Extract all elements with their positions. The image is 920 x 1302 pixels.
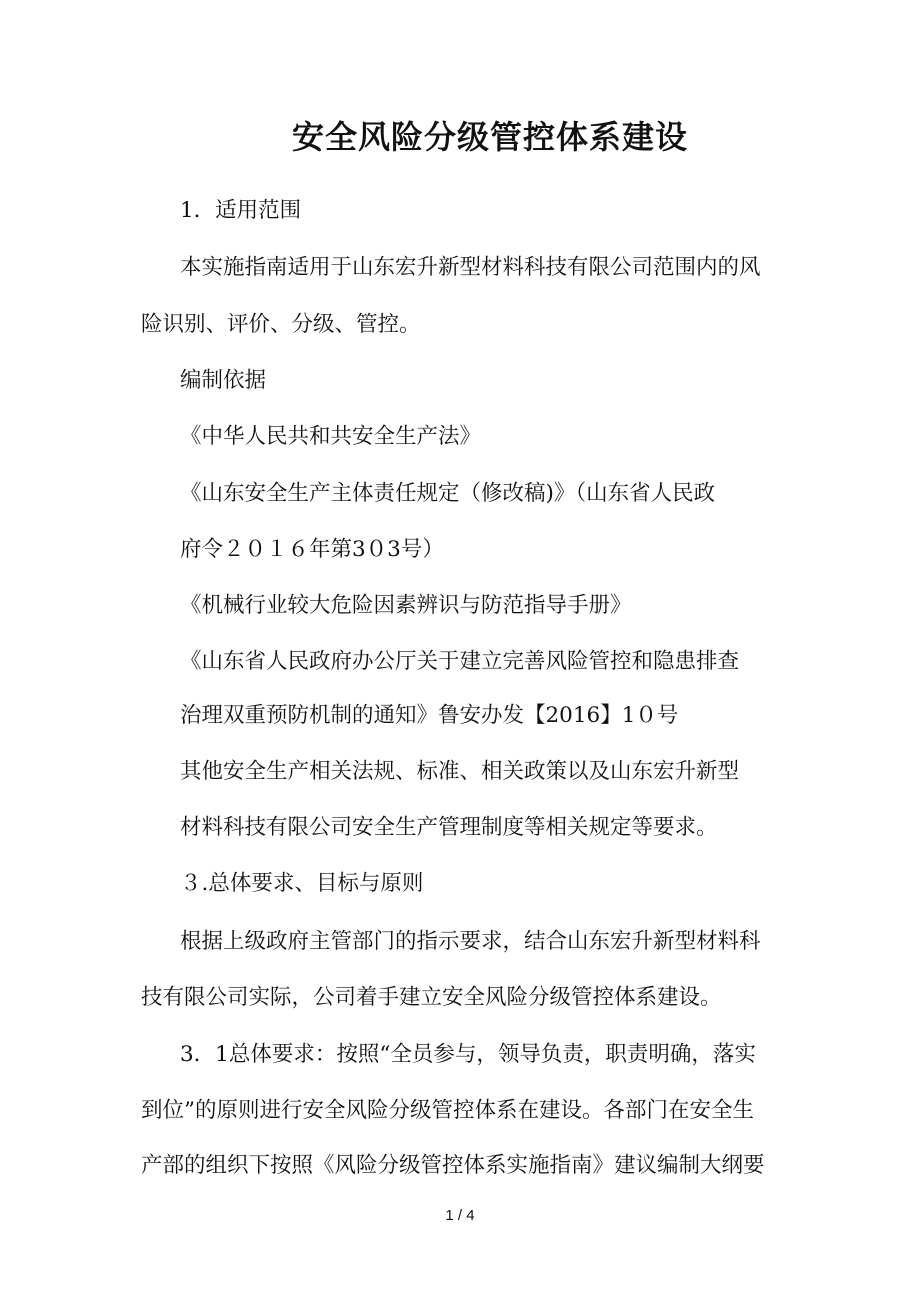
document-title: 安全风险分级管控体系建设 <box>291 118 688 156</box>
reference-item: 府令２０１６年第3０3号） <box>180 537 444 562</box>
reference-item: 材料科技有限公司安全生产管理制度等相关规定等要求。 <box>180 815 718 840</box>
reference-item: 治理双重预防机制的通知》鲁安办发【2016】1０号 <box>180 703 679 728</box>
paragraph-line: 险识别、评价、分级、管控。 <box>141 312 421 337</box>
paragraph-line: 技有限公司实际，公司着手建立安全风险分级管控体系建设。 <box>141 985 722 1010</box>
section-heading: ３.总体要求、目标与原则 <box>180 871 424 896</box>
paragraph-line: 3．1总体要求：按照“全员参与，领导负责，职责明确，落实 <box>180 1042 756 1067</box>
paragraph-line: 本实施指南适用于山东宏升新型材料科技有限公司范围内的风 <box>180 255 761 280</box>
paragraph-line: 根据上级政府主管部门的指示要求，结合山东宏升新型材料科 <box>180 929 761 954</box>
section-heading: 编制依据 <box>180 368 267 393</box>
reference-item: 《山东安全生产主体责任规定（修改稿)》（山东省人民政 <box>180 481 716 506</box>
section-heading: 1．适用范围 <box>180 198 302 223</box>
paragraph-line: 产部的组织下按照《风险分级管控体系实施指南》建议编制大纲要 <box>141 1153 765 1178</box>
page-number: 1 / 4 <box>445 1207 475 1224</box>
reference-item: 《机械行业较大危险因素辨识与防范指导手册》 <box>180 593 632 618</box>
reference-item: 其他安全生产相关法规、标准、相关政策以及山东宏升新型 <box>180 759 740 784</box>
paragraph-line: 到位”的原则进行安全风险分级管控体系在建设。各部门在安全生 <box>141 1098 754 1123</box>
reference-item: 《中华人民共和共安全生产法》 <box>180 424 482 449</box>
reference-item: 《山东省人民政府办公厅关于建立完善风险管控和隐患排查 <box>180 649 740 674</box>
